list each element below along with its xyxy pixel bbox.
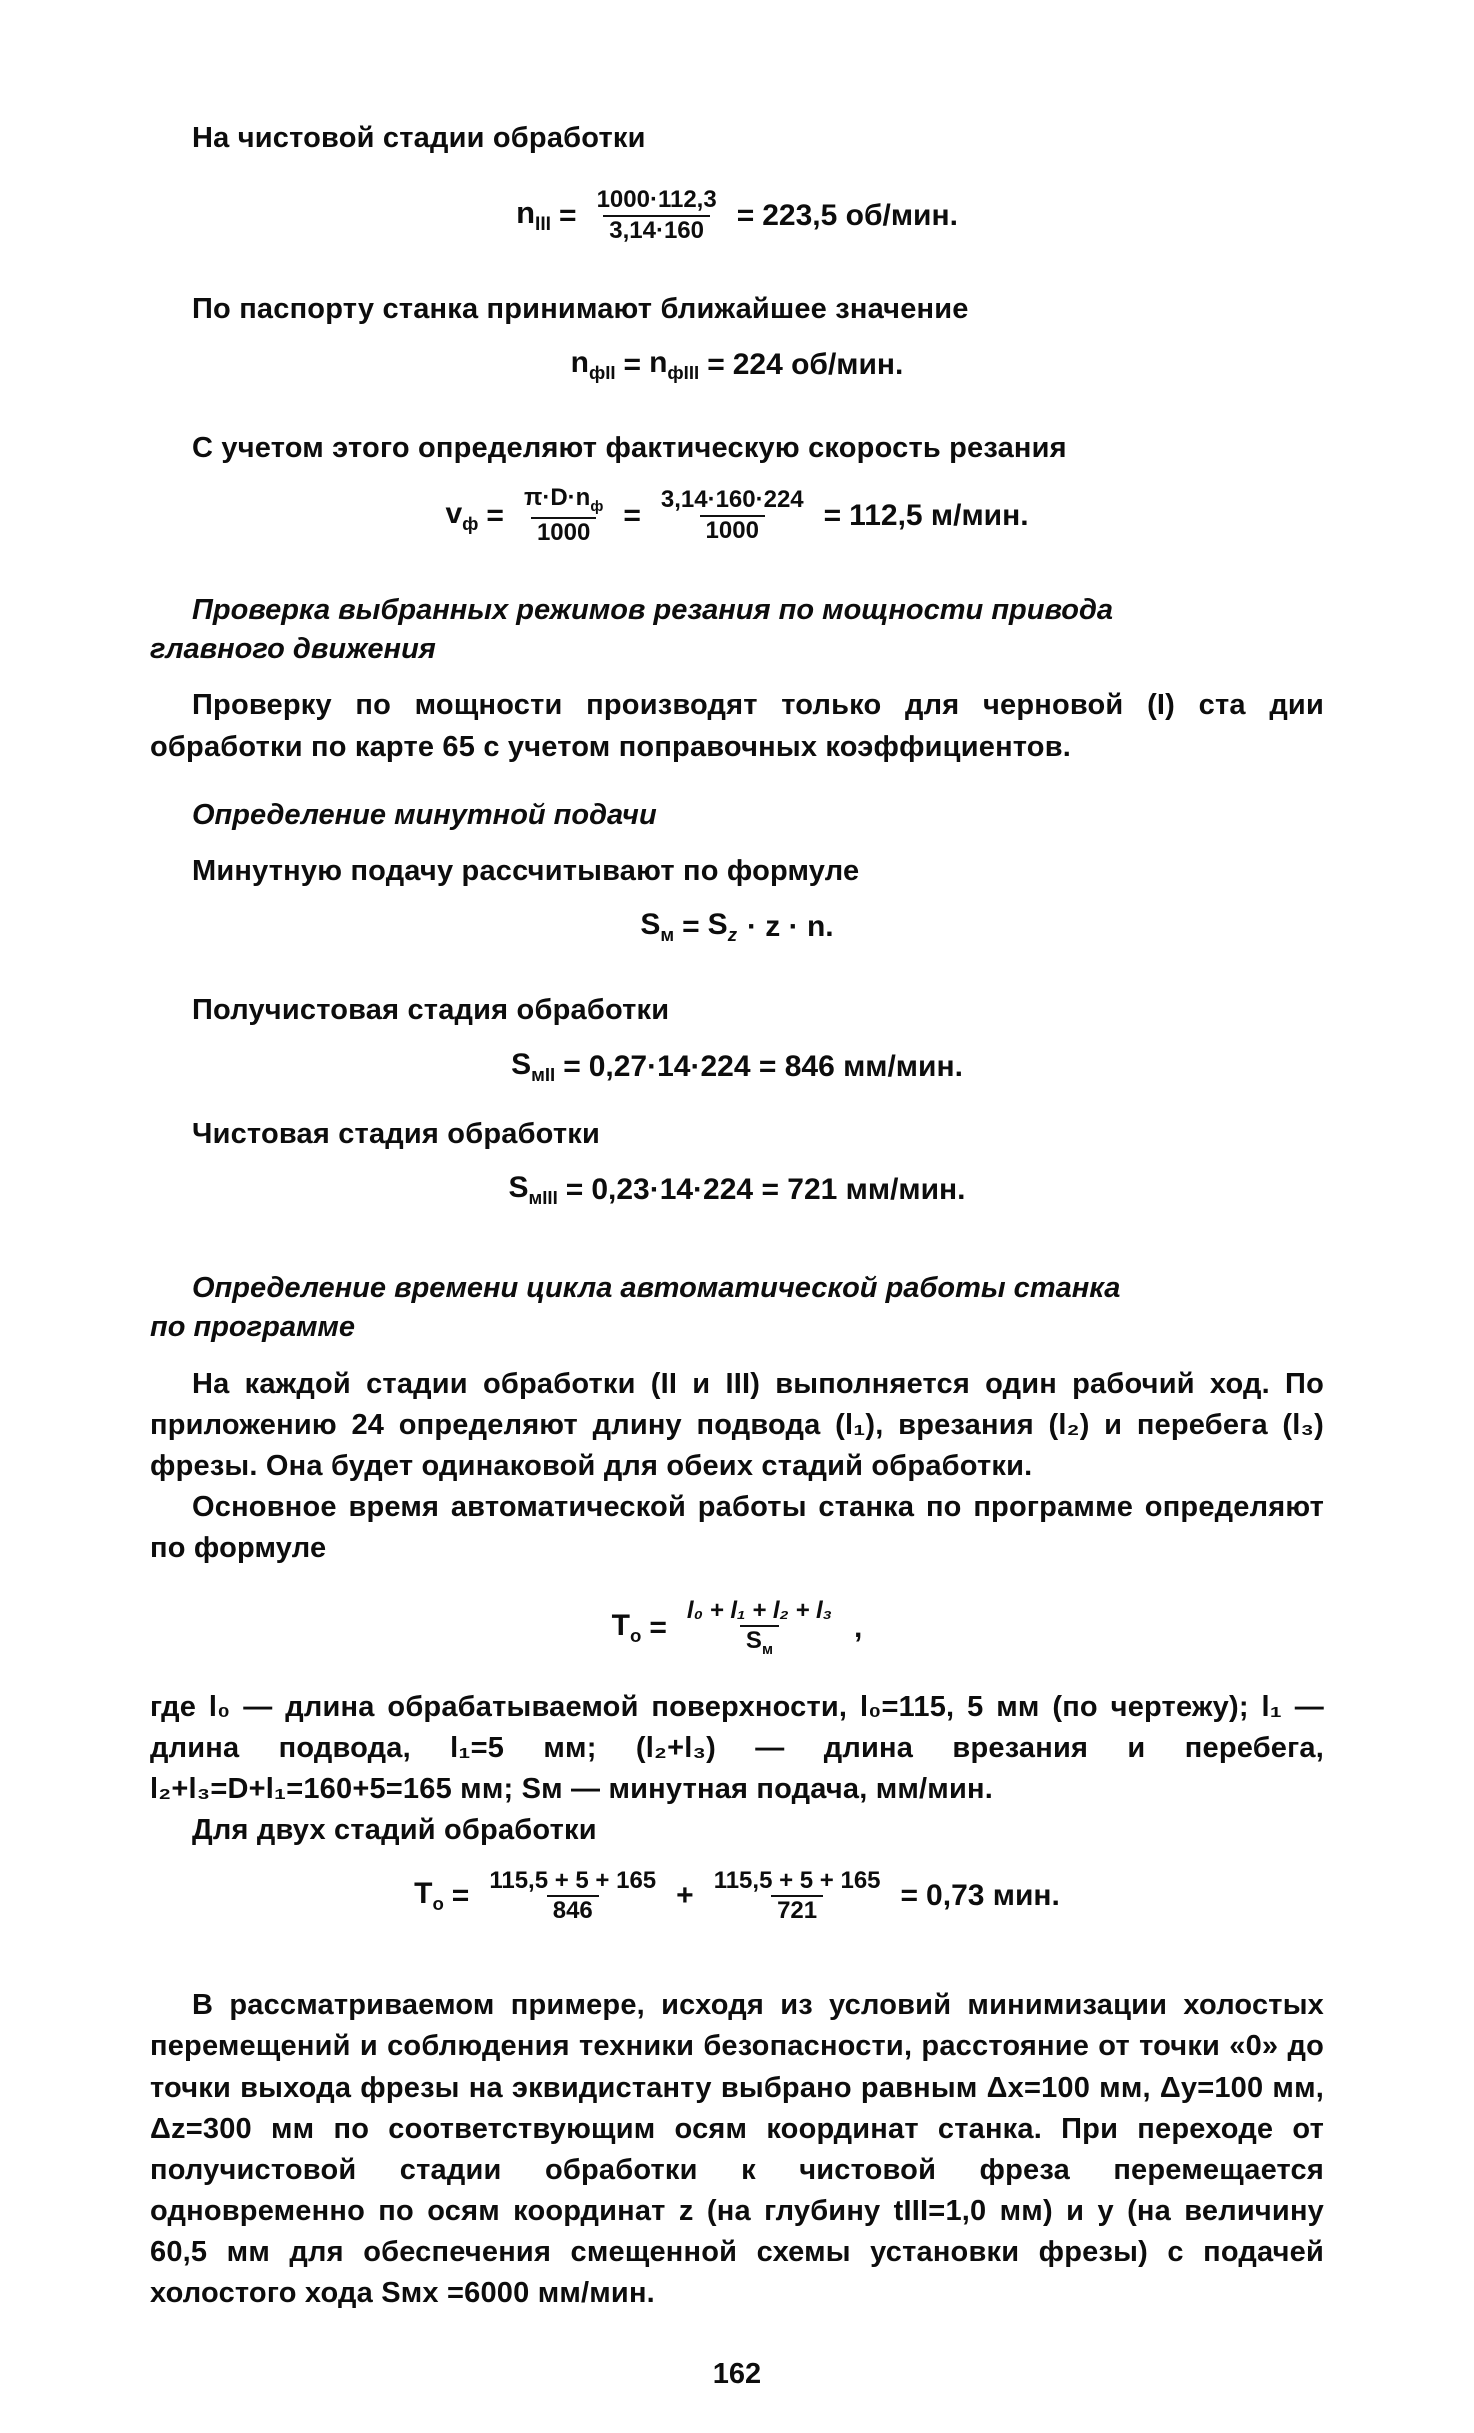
formula-t0v-plus: + [676, 1879, 694, 1913]
heading-cycle-time-line2: по программе [150, 1311, 355, 1344]
formula-vf-result: 112,5 м/мин. [849, 498, 1029, 532]
formula-nf-mid: n [649, 346, 668, 380]
formula-vf-num-2: 3,14·160·224 [660, 486, 804, 514]
formula-vf-fraction-1 [518, 485, 609, 546]
formula-vf-lhs: v [445, 496, 463, 530]
formula-vf-den-2: 1000 [700, 515, 765, 545]
paragraph-example-conclusion: В рассматриваемом примере, исходя из условий минимизации холостых перемещений и соблюдения техники безопасности, расстояние от точки «0» до точки выхода фрезы на эквидистанту выбрано равным Δx=100 мм, Δy=100 мм, Δz=300 мм по соответствующим осям координат станка. При переходе от получистовой стадии обработки к чистовой фреза перемещается одновременно по осям координат z (на глубину tIII=1,0 мм) и у (на величину 60,5 мм для обеспечения смещенной схемы установки фрезы) с подачей холостого хода Sмх =6000 мм/мин. [150, 1989, 1324, 2310]
formula-nf [150, 346, 1324, 384]
formula-sm-eq: = [682, 910, 700, 944]
formula-sm3-rhs: 0,23·14·224 = 721 мм/мин. [591, 1172, 966, 1206]
formula-t0v-num-2: 115,5 + 5 + 165 [713, 1866, 881, 1894]
formula-vf-den-1: 1000 [531, 517, 596, 547]
formula-nf-lhs-sub: фII [588, 362, 616, 384]
formula-sm3 [150, 1171, 1324, 1209]
formula-n3-eq2: = [736, 199, 755, 233]
formula-t0v-eq2: = [900, 1879, 919, 1913]
formula-t0-lhs: T [611, 1609, 630, 1643]
paragraph-two-stages: Для двух стадий обработки [192, 1814, 597, 1847]
formula-sm-tail: · z · n. [746, 910, 834, 944]
paragraph-passport-value: По паспорту станка принимают ближайшее значение [192, 292, 969, 325]
formula-n3-eq1: = [559, 199, 577, 233]
formula-sm2-rhs: 0,27·14·224 = 846 мм/мин. [588, 1049, 963, 1083]
formula-vf-num-1: $\pi\cdot D\cdot n_ф$ [523, 484, 604, 516]
paragraph-main-time-intro: Основное время автоматической работы станка по программе определяют по формуле [150, 1491, 1324, 1565]
formula-sm2-lhs-sub: мII [531, 1063, 556, 1085]
formula-t0v-fraction-1 [483, 1868, 662, 1926]
formula-sm3-lhs-sub: мIII [528, 1186, 558, 1208]
formula-n3-denominator: 3,14·160 [603, 215, 710, 245]
page-number: 162 [712, 2358, 762, 2390]
formula-n3-result: 223,5 об/мин. [762, 199, 958, 233]
formula-t0v-lhs-sub: о [432, 1893, 444, 1915]
formula-nf-result: 224 об/мин. [732, 348, 904, 382]
paragraph-power-check-body: Проверку по мощности производят только для черновой (I) ста дии обработки по карте 65 с учетом поправочных коэффициентов. [150, 689, 1324, 763]
formula-sm2 [150, 1048, 1324, 1086]
paragraph-finishing-stage: На чистовой стадии обработки [192, 122, 646, 154]
formula-sm2-lhs: S [511, 1047, 532, 1081]
formula-sm-rhs-sub: z [727, 924, 737, 946]
formula-vf-fraction-2 [655, 487, 810, 545]
formula-t0v-den-1: 846 [547, 1895, 599, 1925]
formula-sm2-eq: = [563, 1049, 581, 1083]
formula-t0v-num-1: 115,5 + 5 + 165 [489, 1866, 657, 1894]
formula-nf-eq2: = [707, 348, 725, 382]
paragraph-finish-stage: Чистовая стадия обработки [192, 1117, 601, 1150]
formula-nf-eq1: = [623, 348, 642, 382]
heading-minute-feed: Определение минутной подачи [192, 798, 657, 831]
paragraph-actual-speed: С учетом этого определяют фактическую скорость резания [192, 432, 1067, 465]
formula-t0v-result: 0,73 мин. [926, 1879, 1060, 1913]
heading-cycle-time-line1: Определение времени цикла автоматической работы станка [192, 1271, 1121, 1304]
formula-t0v-lhs: T [414, 1877, 433, 1911]
formula-nf-lhs: n [570, 346, 589, 380]
formula-n3-lhs: n [516, 195, 536, 231]
formula-t0-denominator: $S_м$ [740, 1625, 779, 1658]
formula-sm-lhs-sub: м [660, 924, 675, 946]
formula-t0-lhs-sub: о [629, 1625, 642, 1647]
formula-n3-lhs-sub: III [535, 214, 552, 236]
formula-t0 [150, 1598, 1324, 1659]
formula-t0v-fraction-2 [708, 1868, 887, 1926]
formula-sm-rhs: S [707, 908, 728, 942]
paragraph-variable-definitions: где l₀ — длина обрабатываемой поверхности, l₀=115, 5 мм (по чертежу); l₁ — длина подвода, l₁=5 мм; (l₂+l₃) — длина врезания и перебега, l₂+l₃=D+l₁=160+5=165 мм; Sм — минутная подача, мм/мин. [150, 1690, 1324, 1806]
formula-sm3-lhs: S [508, 1170, 529, 1204]
formula-n3 [150, 187, 1324, 245]
formula-t0-fraction [681, 1598, 838, 1659]
formula-vf-eq3: = [823, 498, 842, 532]
formula-n3-numerator: 1000·112,3 [596, 186, 717, 214]
paragraph-working-stroke: На каждой стадии обработки (II и III) выполняется один рабочий ход. По приложению 24 определяют длину подвода (l₁), врезания (l₂) и перебега (l₃) фрезы. Она будет одинаковой для обеих стадий обработки. [150, 1367, 1324, 1482]
formula-n3-fraction [591, 187, 723, 245]
formula-sm3-eq: = [565, 1172, 584, 1206]
paragraph-semifinish-stage: Получистовая стадия обработки [192, 994, 670, 1027]
formula-nf-mid-sub: фIII [667, 362, 700, 384]
formula-sm [150, 908, 1324, 946]
formula-t0-value [150, 1868, 1324, 1926]
formula-t0v-den-2: 721 [771, 1895, 823, 1925]
formula-t0-tail: , [854, 1611, 863, 1645]
formula-vf-eq1: = [486, 498, 504, 532]
paragraph-minute-feed-formula-intro: Минутную подачу рассчитывают по формуле [192, 855, 860, 888]
formula-sm-lhs: S [640, 908, 661, 942]
heading-power-check-line2: главного движения [150, 633, 436, 666]
formula-t0v-eq1: = [451, 1879, 470, 1913]
formula-vf-eq2: = [623, 498, 641, 532]
formula-t0-eq: = [649, 1611, 667, 1645]
formula-vf-lhs-sub: ф [462, 512, 479, 534]
formula-vf [150, 485, 1324, 546]
heading-power-check-line1: Проверка выбранных режимов резания по мощности привода [192, 593, 1114, 626]
formula-t0-numerator: l₀ + l₁ + l₂ + l₃ [686, 1596, 832, 1624]
